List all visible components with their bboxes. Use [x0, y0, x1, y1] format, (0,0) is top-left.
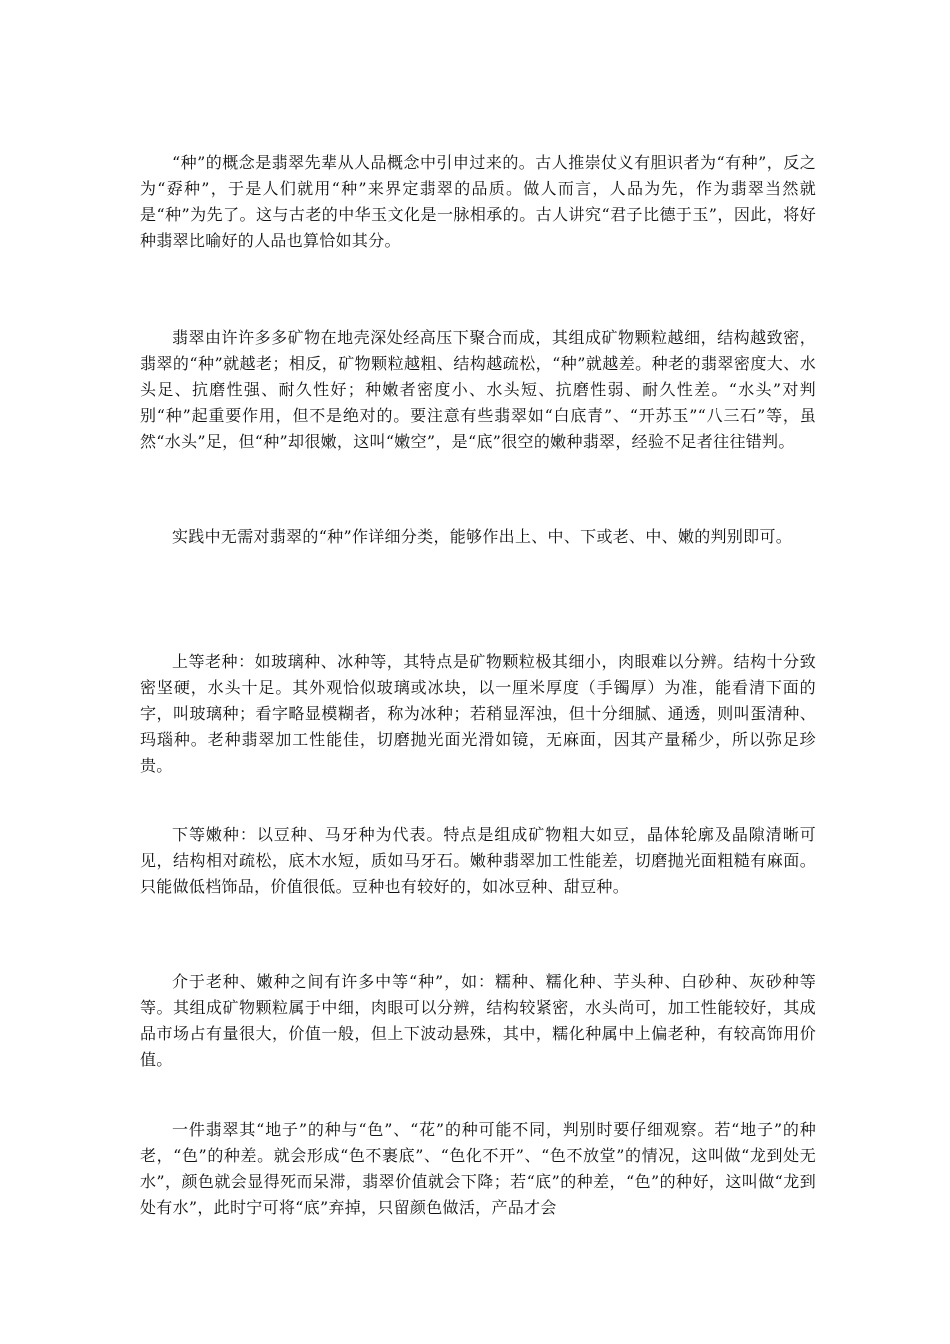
paragraph-ground-and-color: 一件翡翠其“地子”的种与“色”、“花”的种可能不同，判别时要仔细观察。若“地子”的种老，“色”的种差。就会形成“色不裹底”、“色化不开”、“色不放堂”的情况，这叫做“龙到处无水”，颜色就会显得死而呆滞，翡翠价值就会下降；若“底”的种差，“色”的种好，这叫做“龙到处有水”，此时宁可将“底”弃掉，只留颜色做活，产品才会	[140, 1120, 816, 1217]
paragraph-low-grade-young-type: 下等嫩种：以豆种、马牙种为代表。特点是组成矿物粗大如豆，晶体轮廓及晶隙清晰可见，结构相对疏松，底木水短，质如马牙石。嫩种翡翠加工性能差，切磨抛光面粗糙有麻面。只能做低档饰品，价值很低。豆种也有较好的，如冰豆种、甜豆种。	[140, 825, 816, 896]
paragraph-formation-and-quality: 翡翠由许许多多矿物在地壳深处经高压下聚合而成，其组成矿物颗粒越细，结构越致密，翡翠的“种”就越老；相反，矿物颗粒越粗、结构越疏松，“种”就越差。种老的翡翠密度大、水头足、抗磨性强、耐久性好；种嫩者密度小、水头短、抗磨性弱、耐久性差。“水头”对判别“种”起重要作用，但不是绝对的。要注意有些翡翠如“白底青”、“开苏玉”“八三石”等，虽然“水头”足，但“种”却很嫩，这叫“嫩空”，是“底”很空的嫩种翡翠，经验不足者往往错判。	[140, 328, 816, 451]
paragraph-medium-grade-type: 介于老种、嫩种之间有许多中等“种”，如：糯种、糯化种、芋头种、白砂种、灰砂种等等。其组成矿物颗粒属于中细，肉眼可以分辨，结构较紧密，水头尚可，加工性能较好，其成品市场占有量很大，价值一般，但上下波动悬殊，其中，糯化种属中上偏老种，有较高饰用价值。	[140, 972, 816, 1069]
paragraph-classification-note: 实践中无需对翡翠的“种”作详细分类，能够作出上、中、下或老、中、嫩的判别即可。	[172, 527, 793, 546]
paragraph-top-grade-old-type: 上等老种：如玻璃种、冰种等，其特点是矿物颗粒极其细小，肉眼难以分辨。结构十分致密坚硬，水头十足。其外观恰似玻璃或冰块，以一厘米厚度（手镯厚）为准，能看清下面的字，叫玻璃种；看字略显模糊者，称为冰种；若稍显浑浊，但十分细腻、通透，则叫蛋清种、玛瑙种。老种翡翠加工性能佳，切磨抛光面光滑如镜，无麻面，因其产量稀少，所以弥足珍贵。	[140, 652, 816, 775]
paragraph-origin-of-zhong: “种”的概念是翡翠先辈从人品概念中引申过来的。古人推崇仗义有胆识者为“有种”，反之为“孬种”，于是人们就用“种”来界定翡翠的品质。做人而言，人品为先，作为翡翠当然就是“种”为先了。这与古老的中华玉文化是一脉相承的。古人讲究“君子比德于玉”，因此，将好种翡翠比喻好的人品也算恰如其分。	[140, 153, 816, 250]
